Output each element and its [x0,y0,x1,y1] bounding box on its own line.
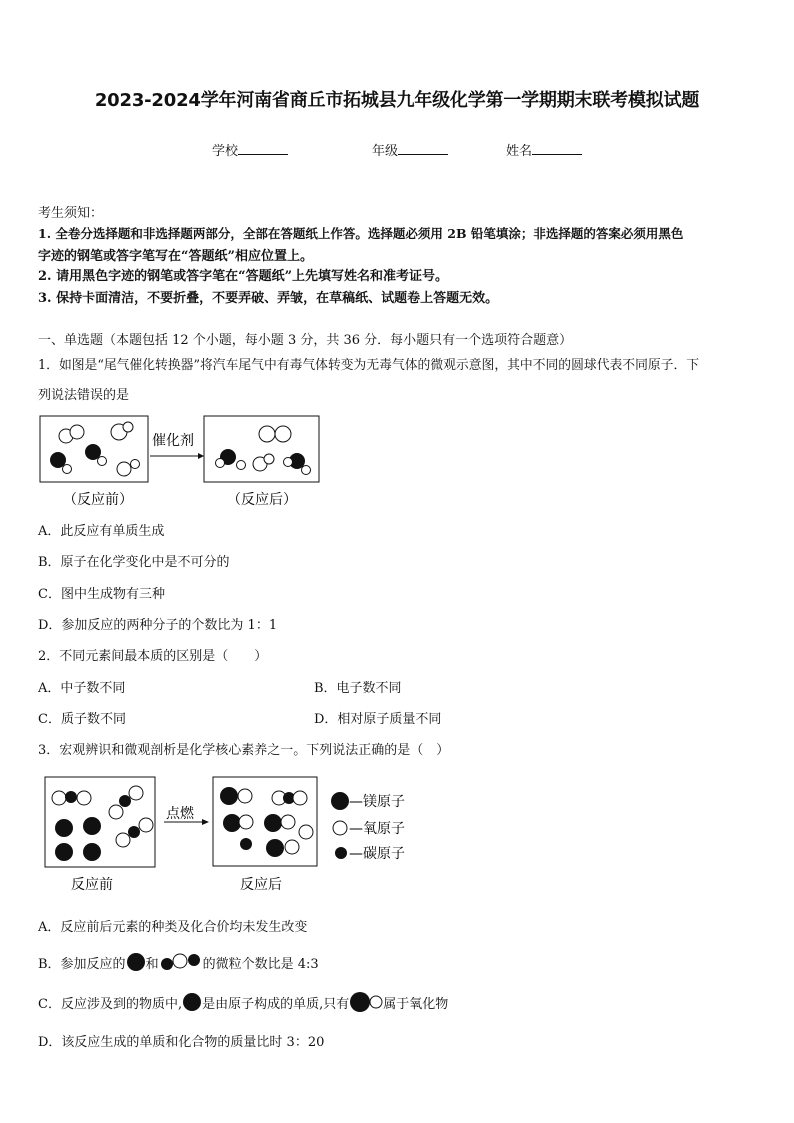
notice-item2: 2. 请用黑色字迹的钢笔或答字笔在“答题纸”上先填写姓名和准考证号。 [38,269,449,284]
q1-stem-line2: 列说法错误的是 [38,388,130,403]
q3-option-c [38,990,448,1014]
q3-stem: 3．宏观辨识和微观剖析是化学核心素养之一。下列说法正确的是（ ） [38,743,450,758]
q1-after-atom-small [284,458,293,467]
notice-heading: 考生须知： [38,206,104,221]
name-blank [532,142,582,155]
q1-caption-before: （反应前） [63,492,133,508]
q3-after-atom-o [281,815,295,829]
notice-item3: 3. 保持卡面清洁，不要折叠，不要弄破、弄皱，在草稿纸、试题卷上答题无效。 [38,291,499,306]
grade-blank [398,142,448,155]
q1-after-atom-small [264,454,274,464]
mg-atom-icon [126,951,146,973]
q3-option-d: D．该反应生成的单质和化合物的质量比时 3：20 [38,1035,325,1050]
q1-before-atom-white [70,425,84,439]
q3-after-atom-o [299,825,313,839]
q1-before-atom-white [117,462,131,476]
q3-option-b-pre: B．参加反应的 [38,956,126,972]
q1-after-atom-small [302,466,311,475]
legend-c-label: —碳原子 [349,846,405,862]
q3-option-c-pre: C．反应涉及到的物质中, [38,996,183,1012]
section-heading: 一、单选题（本题包括 12 个小题，每小题 3 分，共 36 分．每小题只有一个选项符合题意） [38,333,573,348]
legend-c-atom [335,847,347,859]
q2-option-d: D．相对原子质量不同 [314,712,442,727]
school-blank [238,142,288,155]
q3-before-atom-o [109,805,123,819]
q1-before-atom-small [98,457,107,466]
co2-molecule-icon [159,951,203,973]
q1-before-atom-small [63,465,72,474]
q3-option-c-post: 属于氧化物 [383,996,449,1012]
grade-label: 年级 [372,144,399,159]
q1-after-atom-white [275,426,291,442]
q1-diagram [38,412,328,512]
q3-before-atom-mg [83,817,101,835]
school-label: 学校 [212,144,239,159]
q3-after-atom-o [293,791,307,805]
q3-option-b [38,951,319,973]
legend-mg-atom [331,792,349,810]
q3-after-atom-o [238,789,252,803]
page-title: 2023-2024学年河南省商丘市拓城县九年级化学第一学期期末联考模拟试题 [94,90,700,111]
q1-arrow-head [198,453,204,459]
q2-option-c: C．质子数不同 [38,712,126,727]
q3-before-atom-mg [55,819,73,837]
q2-stem: 2．不同元素间最本质的区别是（ ） [38,649,268,664]
mg-atom-icon [182,991,202,1013]
q3-before-atom-mg [55,843,73,861]
notice-item1-line2: 字迹的钢笔或答字笔写在“答题纸”相应位置上。 [38,249,313,264]
legend-o-atom [333,821,347,835]
q3-option-c-mid: 是由原子构成的单质,只有 [202,996,350,1012]
q3-option-a: A．反应前后元素的种类及化合价均未发生改变 [38,920,308,935]
q3-arrow-head [202,819,209,825]
q3-after-atom-mg [220,787,238,805]
q3-before-atom-c [119,795,131,807]
q3-option-b-and: 和 [145,956,159,972]
q3-diagram [38,772,428,898]
grade-field [372,140,448,159]
q1-before-atom-small [123,422,133,432]
q1-after-atom-small [216,459,225,468]
q3-after-atom-mg [266,839,284,857]
q3-before-atom-c [65,791,77,803]
q3-ignite-label: 点燃 [166,806,194,822]
legend-o-label: —氧原子 [349,821,405,837]
notice-item1-line1: 1. 全卷分选择题和非选择题两部分，全部在答题纸上作答。选择题必须用 2B 铅笔填涂；非选择题的答案必须用黑色 [38,226,684,241]
q1-option-c: C．图中生成物有三种 [38,587,165,602]
q3-caption-after: 反应后 [240,877,282,893]
q1-after-atom-white [259,426,275,442]
q3-after-atom-o [285,840,299,854]
q3-before-atom-c [128,826,140,838]
q3-caption-before: 反应前 [71,877,113,893]
q1-option-d: D．参加反应的两种分子的个数比为 1：1 [38,618,278,633]
q3-before-atom-o [116,833,130,847]
q3-before-atom-mg [83,843,101,861]
q3-after-atom-c [240,838,252,850]
q1-option-a: A．此反应有单质生成 [38,524,165,539]
q3-before-atom-o [139,818,153,832]
q3-after-atom-mg [223,814,241,832]
q3-option-b-post: 的微粒个数比是 4:3 [202,956,319,972]
q2-option-b: B．电子数不同 [314,681,402,696]
q2-option-a: A．中子数不同 [38,681,126,696]
school-field [212,140,288,159]
q1-after-atom-small [237,461,246,470]
legend-mg-label: —镁原子 [349,794,405,810]
mgo-molecule-icon [349,990,383,1014]
name-field [506,140,582,159]
q1-option-b: B．原子在化学变化中是不可分的 [38,555,230,570]
name-label: 姓名 [506,144,533,159]
q3-before-atom-o [129,786,143,800]
q3-before-atom-o [52,791,66,805]
q1-catalyst-label: 催化剂 [152,433,194,449]
q3-before-atom-o [77,791,91,805]
q1-before-atom-small [131,460,140,469]
q1-stem-line1: 1．如图是“尾气催化转换器”将汽车尾气中有毒气体转变为无毒气体的微观示意图，其中不同的圆球代表不同原子．下 [38,358,700,373]
q3-after-atom-mg [264,814,282,832]
q3-after-atom-o [239,815,253,829]
q1-caption-after: （反应后） [227,492,297,508]
